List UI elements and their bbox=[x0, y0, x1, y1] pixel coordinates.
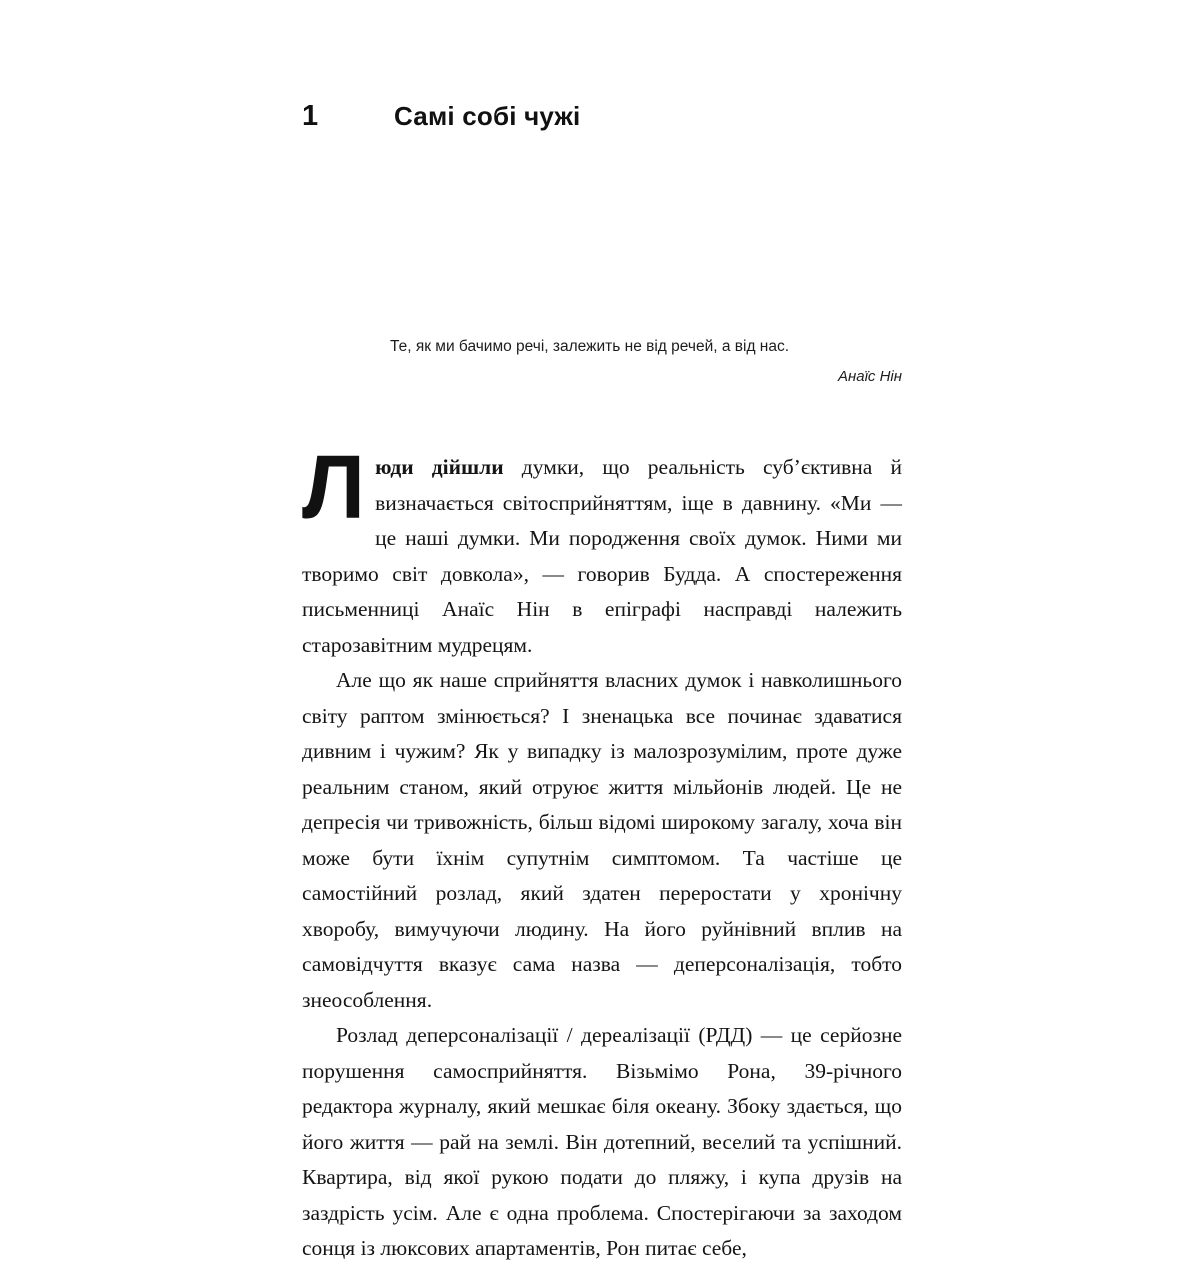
lead-bold-text: юди дійшли bbox=[375, 455, 504, 479]
paragraph-1-text: думки, що реальність суб’єктивна й визначається світосприйняттям, іще в давнину. «Ми — це наші думки. Ми породження своїх думок. Ними ми творимо світ довкола», — говорив Будда. А спостереження письменниці Анаїс Нін в епіграфі насправді належить старозавітним мудрецям. bbox=[302, 455, 902, 657]
paragraph-3: Розлад деперсоналізації / дереалізації (РДД) — це серйозне порушення самосприйняття. Візьмімо Рона, 39-річного редактора журналу, який мешкає біля океану. Збоку здається, що його життя — рай на землі. Він дотепний, веселий та успішний. Квартира, від якої рукою подати до пляжу, і купа друзів на заздрість усім. Але є одна проблема. Спостерігаючи за заходом сонця із люксових апартаментів, Рон питає себе, bbox=[302, 1023, 902, 1260]
body-text bbox=[302, 438, 902, 1267]
chapter-title: Самі собі чужі bbox=[394, 101, 581, 131]
drop-cap: Л bbox=[302, 438, 366, 538]
chapter-number: 1 bbox=[302, 100, 319, 132]
chapter-heading bbox=[302, 100, 580, 133]
epigraph-block bbox=[390, 336, 902, 385]
epigraph-author: Анаїс Нін bbox=[837, 368, 902, 386]
paragraph-1 bbox=[302, 438, 902, 663]
epigraph-quote: Те, як ми бачимо речі, залежить не від речей, а від нас. bbox=[390, 338, 790, 355]
paragraph-2: Але що як наше сприйняття власних думок і навколишнього світу раптом змінюється? І зненацька все починає здаватися дивним і чужим? Як у випадку із малозрозумілим, проте дуже реальним станом, який отруює життя мільйонів людей. Це не депресія чи тривожність, більш відомі широкому загалу, хоча він може бути їхнім супутнім симптомом. Та частіше це самостійний розлад, який здатен переростати у хронічну хворобу, вимучуючи людину. На його руйнівний вплив на самовідчуття вказує сама назва — деперсоналізація, тобто знеособлення. bbox=[302, 668, 902, 1012]
